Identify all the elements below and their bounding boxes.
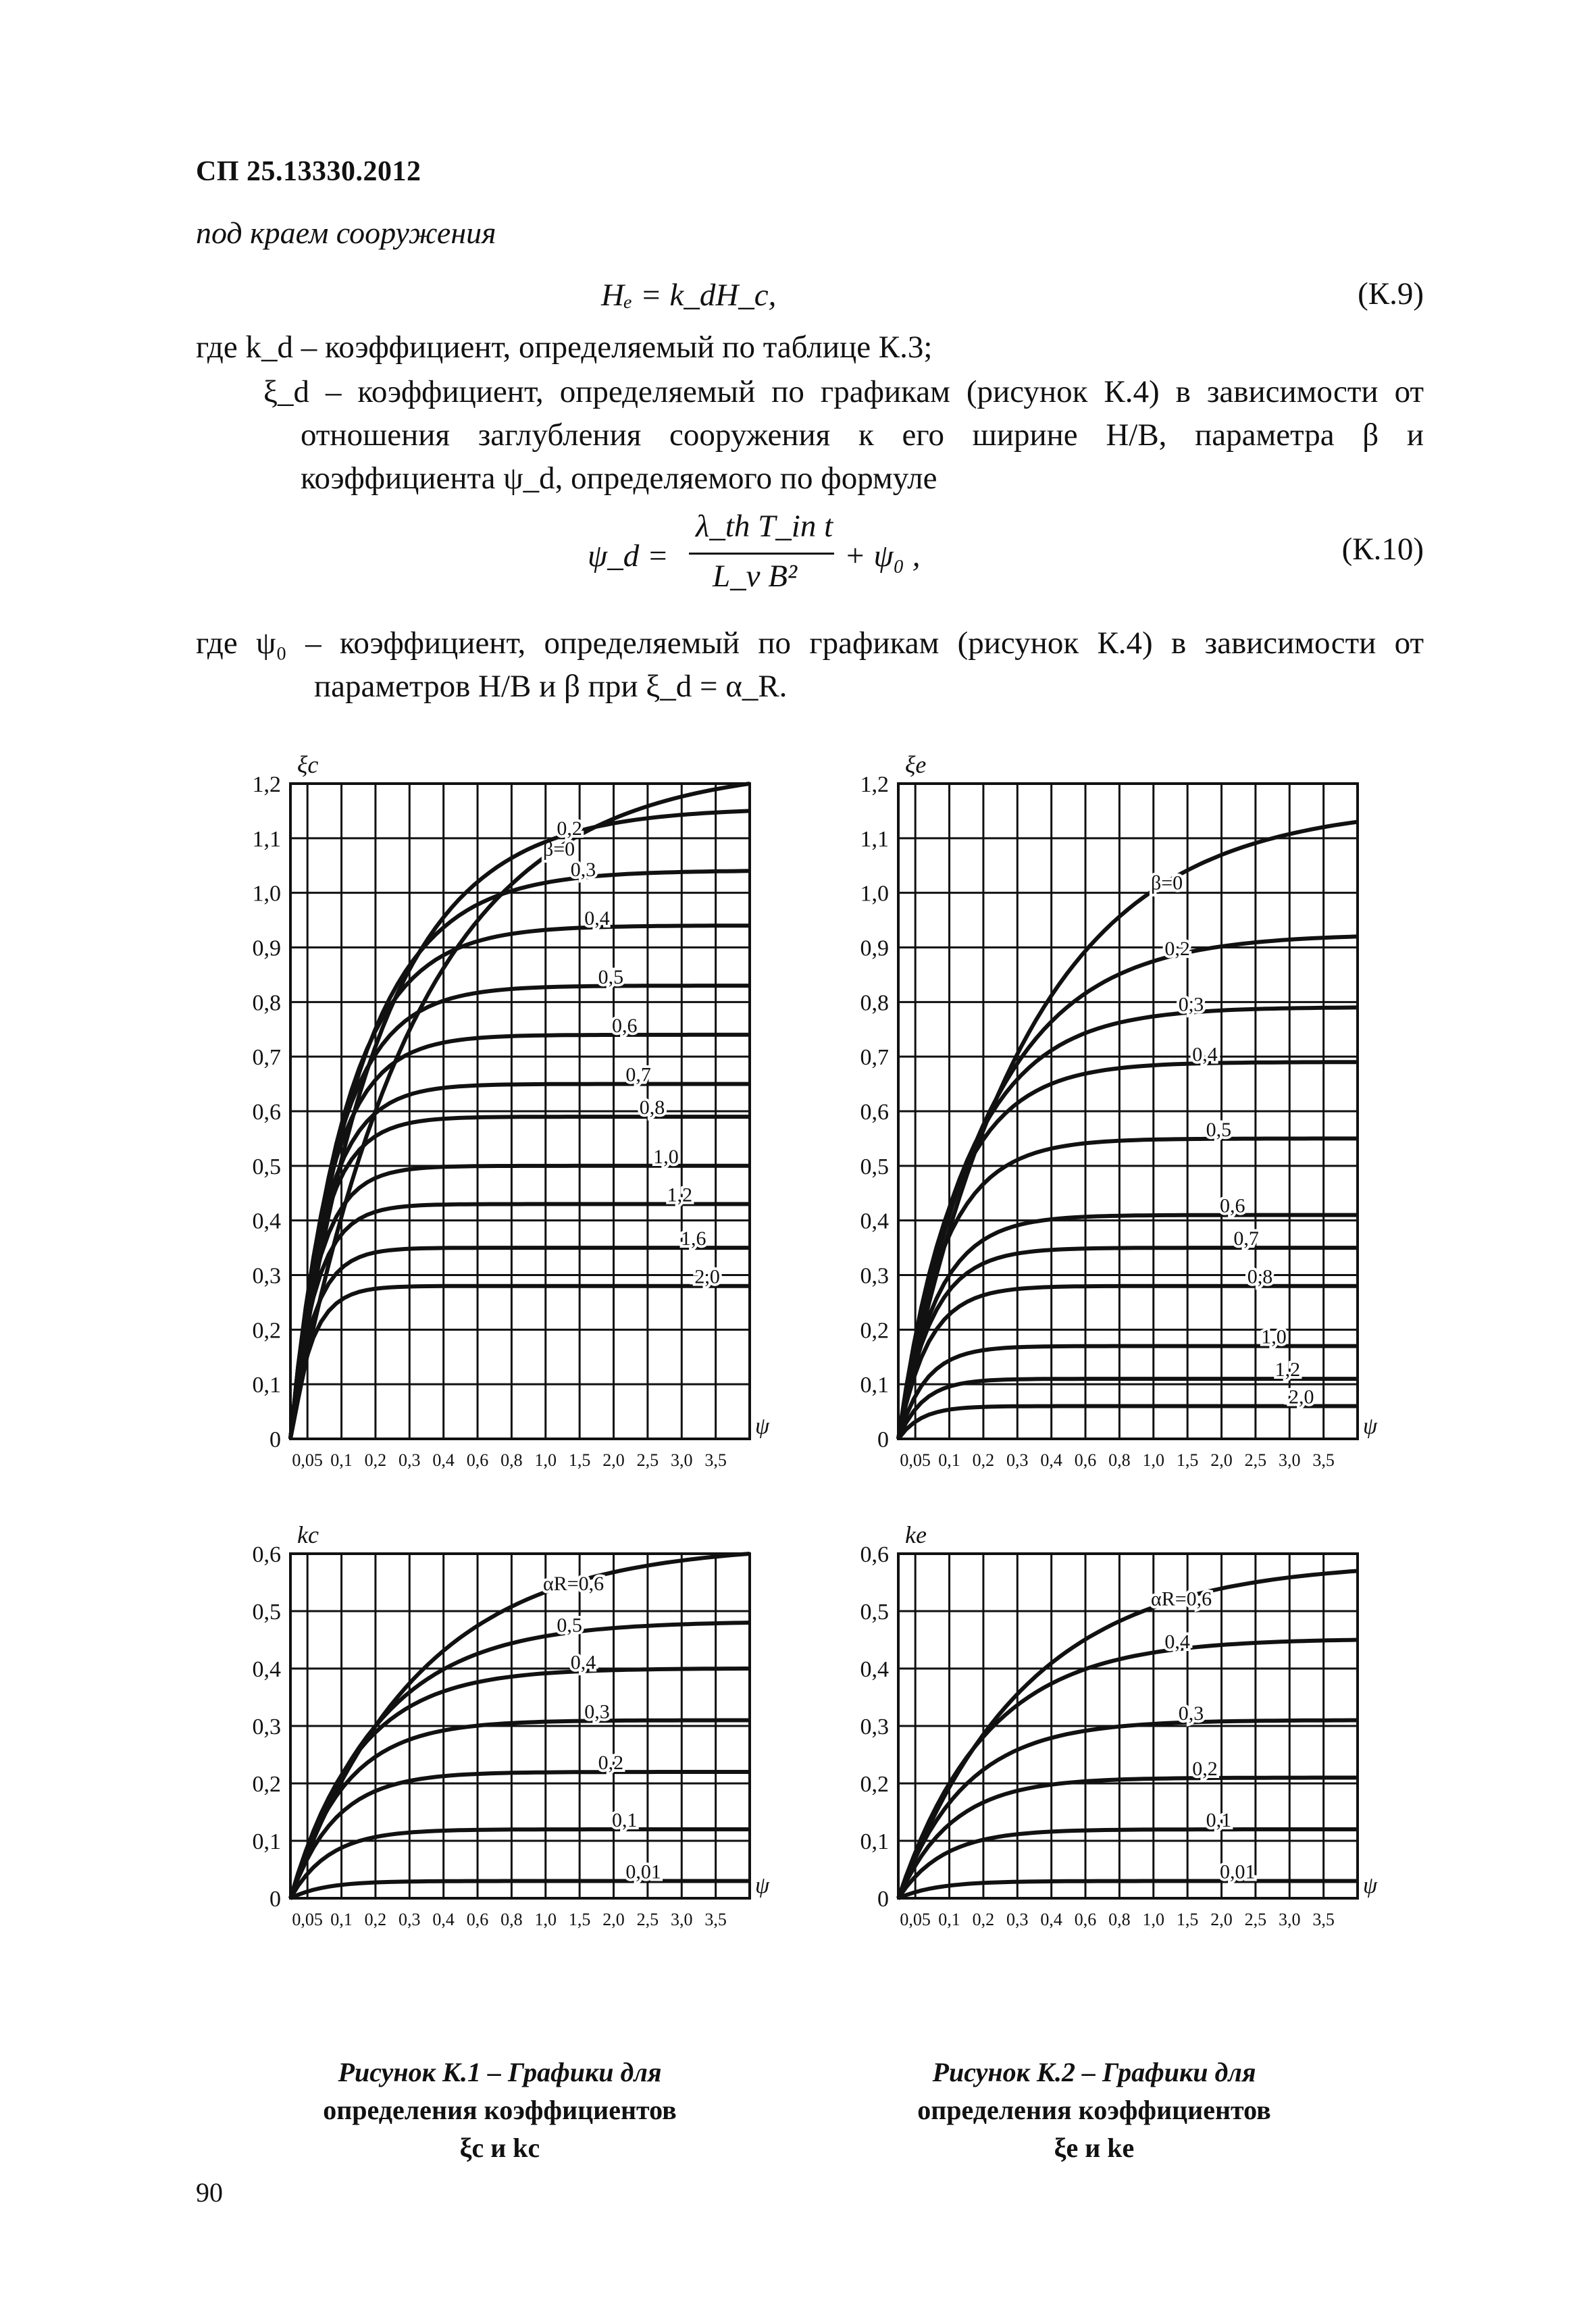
x-tick-label: 1,5 xyxy=(1176,1910,1199,1929)
chart-fig-k2-top xyxy=(824,743,1385,1486)
y-tick-label: 0,7 xyxy=(252,1045,281,1071)
x-tick-label: 0,2 xyxy=(364,1910,387,1929)
y-tick-label: 1,0 xyxy=(860,881,889,907)
caption-figure-k2-line3: ξe и ke xyxy=(1054,2133,1135,2163)
y-tick-label: 0,2 xyxy=(252,1318,281,1344)
psi0-definition-line2: параметров H/B и β при ξ_d = α_R. xyxy=(314,669,788,704)
x-tick-label: 0,3 xyxy=(1006,1450,1029,1470)
series-label: 1,2 xyxy=(667,1184,693,1206)
series-label: 0,2 xyxy=(1164,937,1190,960)
x-tick-label: 0,1 xyxy=(330,1910,353,1929)
y-tick-label: 0,8 xyxy=(860,990,889,1016)
y-tick-label: 1,2 xyxy=(252,772,281,797)
y-tick-label: 0,3 xyxy=(252,1714,281,1739)
y-tick-label: 1,1 xyxy=(860,826,889,852)
y-axis-label: ξe xyxy=(905,751,927,778)
series-label: αR=0,6 xyxy=(1151,1587,1212,1610)
series-label: 0,3 xyxy=(1178,1702,1204,1725)
series-label: 0,1 xyxy=(612,1809,638,1832)
caption-figure-k2-line2: определения коэффициентов xyxy=(917,2095,1271,2125)
x-tick-label: 0,4 xyxy=(1040,1450,1062,1470)
series-label: 0,4 xyxy=(1164,1630,1190,1653)
y-tick-label: 0,6 xyxy=(252,1542,281,1567)
formula-k10-fraction-bar xyxy=(689,553,834,555)
series-label: 0,01 xyxy=(1220,1860,1256,1883)
series-label: 0,3 xyxy=(1178,993,1204,1016)
y-tick-label: 0,4 xyxy=(252,1209,281,1234)
x-tick-label: 0,2 xyxy=(972,1910,995,1929)
x-tick-label: 1,0 xyxy=(1142,1910,1165,1929)
x-tick-label: 0,05 xyxy=(900,1910,931,1929)
series-label: β=0 xyxy=(543,838,575,861)
y-tick-label: 0,9 xyxy=(252,936,281,961)
x-tick-label: 2,0 xyxy=(1210,1910,1233,1929)
series-label: 0,6 xyxy=(612,1014,638,1037)
x-tick-label: 2,5 xyxy=(636,1450,659,1470)
x-tick-label: 0,4 xyxy=(1040,1910,1062,1929)
x-axis-label: ψ xyxy=(1363,1414,1378,1439)
document-code: СП 25.13330.2012 xyxy=(196,156,421,187)
series-label: 0,7 xyxy=(625,1063,651,1086)
series-label: 0,2 xyxy=(598,1752,624,1775)
y-tick-label: 0,4 xyxy=(860,1657,889,1682)
x-tick-label: 2,0 xyxy=(1210,1450,1233,1470)
y-tick-label: 0,8 xyxy=(252,990,281,1016)
series-label: 1,0 xyxy=(1261,1325,1287,1348)
page-number: 90 xyxy=(196,2177,223,2208)
y-tick-label: 1,2 xyxy=(860,772,889,797)
formula-k10-numerator: λ_th T_in t xyxy=(696,509,833,544)
definition-xi-d-line1: ξ_d – коэффициент, определяемый по графикам (рисунок К.4) в зависимости от xyxy=(263,374,1424,409)
x-tick-label: 0,05 xyxy=(900,1450,931,1470)
y-tick-label: 0,3 xyxy=(252,1263,281,1289)
x-tick-label: 0,6 xyxy=(466,1910,489,1929)
formula-k9: Hₑ = k_dH_c, xyxy=(601,278,777,313)
chart-fig-k1-top xyxy=(216,743,777,1486)
y-tick-label: 0,1 xyxy=(860,1829,889,1854)
intro-text: под краем сооружения xyxy=(196,215,496,250)
y-tick-label: 0,7 xyxy=(860,1045,889,1071)
formula-k10-lhs: ψ_d = xyxy=(588,538,669,574)
series-label: β=0 xyxy=(1151,871,1183,894)
x-tick-label: 3,0 xyxy=(1279,1450,1301,1470)
x-tick-label: 0,6 xyxy=(1074,1450,1097,1470)
x-tick-label: 0,05 xyxy=(292,1910,323,1929)
x-tick-label: 0,8 xyxy=(1108,1450,1131,1470)
series-label: 2,0 xyxy=(1289,1386,1314,1408)
x-tick-label: 0,1 xyxy=(938,1910,960,1929)
formula-k9-number: (К.9) xyxy=(1358,276,1424,311)
x-tick-label: 0,1 xyxy=(938,1450,960,1470)
x-tick-label: 3,0 xyxy=(1279,1910,1301,1929)
x-tick-label: 3,5 xyxy=(1312,1910,1335,1929)
series-label: 0,8 xyxy=(1247,1265,1273,1288)
x-tick-label: 0,8 xyxy=(1108,1910,1131,1929)
x-tick-label: 0,2 xyxy=(364,1450,387,1470)
series-label: 0,5 xyxy=(1206,1118,1232,1141)
series-label: 0,1 xyxy=(1206,1809,1232,1832)
series-label: 0,4 xyxy=(570,1651,596,1674)
x-tick-label: 0,3 xyxy=(398,1450,421,1470)
y-tick-label: 0,5 xyxy=(252,1600,281,1625)
y-tick-label: 1,1 xyxy=(252,826,281,852)
series-label: 0,8 xyxy=(639,1096,665,1119)
x-axis-label: ψ xyxy=(755,1414,770,1439)
y-tick-label: 0 xyxy=(877,1427,889,1452)
y-tick-label: 0 xyxy=(877,1887,889,1912)
y-tick-label: 0,2 xyxy=(860,1772,889,1797)
series-label: 0,5 xyxy=(557,1614,582,1637)
series-label: 0,6 xyxy=(1220,1194,1245,1217)
x-tick-label: 0,4 xyxy=(432,1450,455,1470)
formula-k10-denominator: L_v B² xyxy=(713,559,798,594)
x-tick-label: 3,5 xyxy=(704,1910,727,1929)
x-tick-label: 0,6 xyxy=(466,1450,489,1470)
x-tick-label: 0,3 xyxy=(398,1910,421,1929)
y-tick-label: 0 xyxy=(269,1427,281,1452)
x-tick-label: 3,0 xyxy=(671,1910,693,1929)
y-tick-label: 0,2 xyxy=(252,1772,281,1797)
caption-figure-k1-line3: ξc и kc xyxy=(459,2133,540,2163)
series-label: 1,0 xyxy=(653,1145,679,1168)
series-label: 0,5 xyxy=(598,965,624,988)
psi0-definition-line1: где ψ₀ – коэффициент, определяемый по графикам (рисунок К.4) в зависимости от xyxy=(196,626,1424,661)
series-label: 0,4 xyxy=(584,907,610,930)
chart-fig-k1-bottom xyxy=(216,1513,777,1946)
x-tick-label: 1,5 xyxy=(568,1910,591,1929)
formula-k10-rhs: + ψ₀ , xyxy=(844,538,921,574)
y-tick-label: 0,5 xyxy=(860,1600,889,1625)
y-tick-label: 0,2 xyxy=(860,1318,889,1344)
y-tick-label: 0,3 xyxy=(860,1714,889,1739)
y-tick-label: 0,4 xyxy=(252,1657,281,1682)
series-label: 0,2 xyxy=(557,817,582,840)
x-tick-label: 2,5 xyxy=(636,1910,659,1929)
caption-figure-k1-line2: определения коэффициентов xyxy=(323,2095,677,2125)
series-label: 1,2 xyxy=(1275,1358,1301,1381)
y-tick-label: 0,3 xyxy=(860,1263,889,1289)
y-axis-label: kc xyxy=(297,1521,319,1548)
x-tick-label: 0,8 xyxy=(500,1450,523,1470)
x-tick-label: 0,2 xyxy=(972,1450,995,1470)
x-axis-label: ψ xyxy=(1363,1873,1378,1898)
y-tick-label: 1,0 xyxy=(252,881,281,907)
x-tick-label: 1,5 xyxy=(568,1450,591,1470)
x-tick-label: 0,1 xyxy=(330,1450,353,1470)
x-tick-label: 1,0 xyxy=(534,1450,557,1470)
series-label: αR=0,6 xyxy=(543,1573,604,1596)
y-tick-label: 0,5 xyxy=(252,1154,281,1179)
series-label: 2,0 xyxy=(694,1265,720,1288)
chart-fig-k2-bottom xyxy=(824,1513,1385,1946)
caption-figure-k2 xyxy=(838,2054,1351,2167)
y-tick-label: 0,6 xyxy=(860,1542,889,1567)
series-label: 0,4 xyxy=(1192,1043,1218,1066)
definition-kd: где k_d – коэффициент, определяемый по таблице К.3; xyxy=(196,330,933,365)
formula-k10 xyxy=(588,508,939,603)
x-tick-label: 2,5 xyxy=(1244,1450,1267,1470)
y-tick-label: 0,1 xyxy=(252,1373,281,1398)
y-tick-label: 0,4 xyxy=(860,1209,889,1234)
y-tick-label: 0,1 xyxy=(252,1829,281,1854)
caption-figure-k1-line1: Рисунок К.1 – Графики для xyxy=(338,2057,662,2087)
x-tick-label: 1,0 xyxy=(534,1910,557,1929)
formula-k10-number: (К.10) xyxy=(1341,532,1424,567)
x-tick-label: 2,5 xyxy=(1244,1910,1267,1929)
x-tick-label: 0,3 xyxy=(1006,1910,1029,1929)
y-tick-label: 0,1 xyxy=(860,1373,889,1398)
series-label: 1,6 xyxy=(681,1227,706,1250)
x-tick-label: 0,8 xyxy=(500,1910,523,1929)
series-label: 0,3 xyxy=(570,858,596,881)
caption-figure-k1 xyxy=(243,2054,756,2167)
x-tick-label: 2,0 xyxy=(602,1910,625,1929)
y-tick-label: 0 xyxy=(269,1887,281,1912)
x-tick-label: 1,0 xyxy=(1142,1450,1165,1470)
caption-figure-k2-line1: Рисунок К.2 – Графики для xyxy=(932,2057,1256,2087)
y-tick-label: 0,5 xyxy=(860,1154,889,1179)
definition-xi-d-line3: коэффициента ψ_d, определяемого по формуле xyxy=(301,461,937,496)
y-axis-label: ξc xyxy=(297,751,319,778)
x-tick-label: 3,5 xyxy=(704,1450,727,1470)
series-label: 0,2 xyxy=(1192,1758,1218,1781)
y-tick-label: 0,6 xyxy=(252,1100,281,1125)
x-tick-label: 2,0 xyxy=(602,1450,625,1470)
x-axis-label: ψ xyxy=(755,1873,770,1898)
x-tick-label: 0,05 xyxy=(292,1450,323,1470)
series-label: 0,01 xyxy=(625,1860,661,1883)
series-label: 0,3 xyxy=(584,1700,610,1723)
x-tick-label: 1,5 xyxy=(1176,1450,1199,1470)
definition-xi-d-line2: отношения заглубления сооружения к его ширине H/B, параметра β и xyxy=(301,417,1424,453)
x-tick-label: 3,5 xyxy=(1312,1450,1335,1470)
x-tick-label: 0,4 xyxy=(432,1910,455,1929)
series-label: 0,7 xyxy=(1233,1227,1259,1250)
y-axis-label: ke xyxy=(905,1521,927,1548)
y-tick-label: 0,6 xyxy=(860,1100,889,1125)
x-tick-label: 3,0 xyxy=(671,1450,693,1470)
x-tick-label: 0,6 xyxy=(1074,1910,1097,1929)
y-tick-label: 0,9 xyxy=(860,936,889,961)
